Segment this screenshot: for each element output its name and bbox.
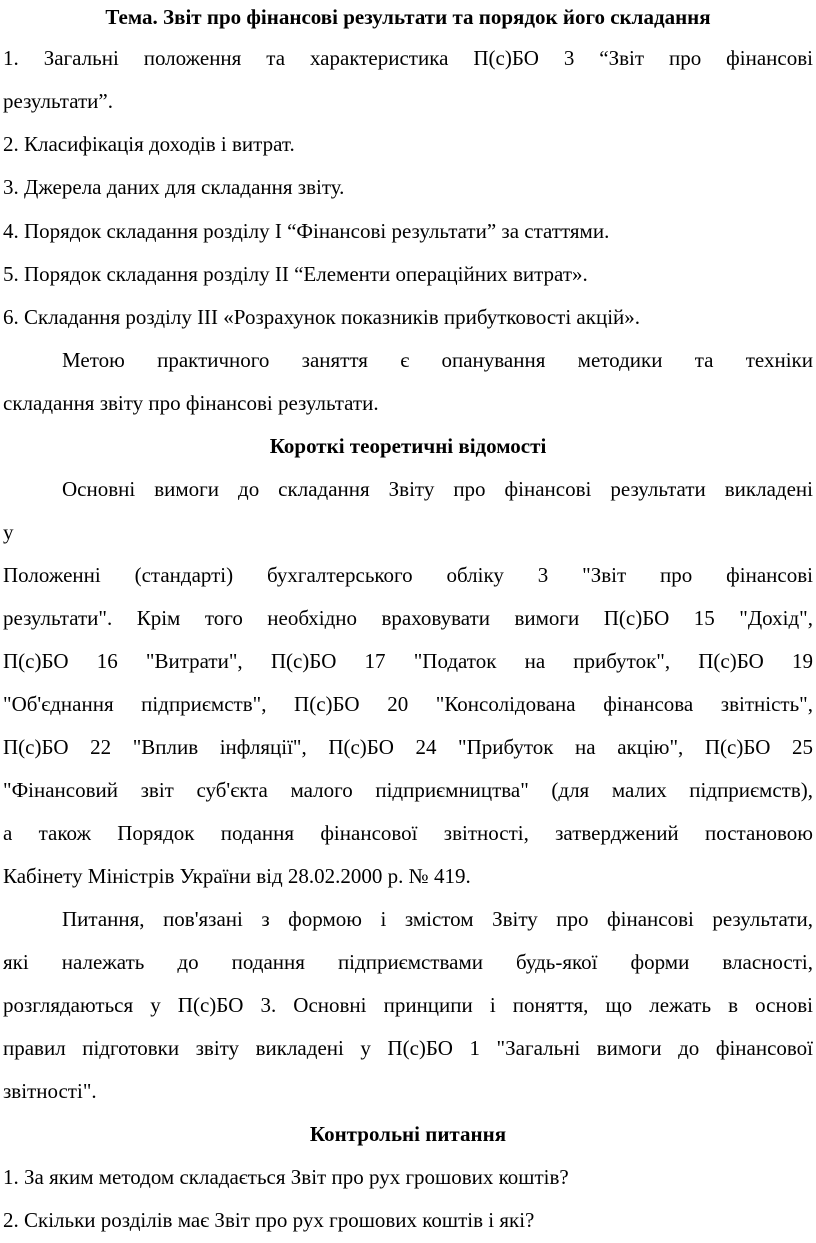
question-1: 1. За яким методом складається Звіт про рух грошових коштів? — [3, 1165, 569, 1189]
plan-item-2: 2. Класифікація доходів і витрат. — [3, 132, 295, 156]
theory-p1-line-2: у — [3, 520, 14, 544]
theory-p2-line-2: які належать до подання підприємствами будь-якої форми власності, — [3, 950, 813, 974]
theory-p1-line-4: результати". Крім того необхідно враховувати вимоги П(с)БО 15 "Дохід", — [3, 606, 813, 630]
theory-p1-line-10: Кабінету Міністрів України від 28.02.2000 р. № 419. — [3, 864, 471, 888]
theory-p1-line-5: П(с)БО 16 "Витрати", П(с)БО 17 "Податок на прибуток", П(с)БО 19 — [3, 649, 813, 673]
theory-p2-line-5: звітності". — [3, 1079, 97, 1103]
theory-p1-line-7: П(с)БО 22 "Вплив інфляції", П(с)БО 24 "Прибуток на акцію", П(с)БО 25 — [3, 735, 813, 759]
theory-p2-line-4: правил підготовки звіту викладені у П(с)БО 1 "Загальні вимоги до фінансової — [3, 1036, 813, 1060]
topic-text: . Звіт про фінансові результати та порядок його складання — [152, 5, 711, 29]
plan-item-1-line-1: 1. Загальні положення та характеристика П(с)БО 3 “Звіт про фінансові — [3, 46, 813, 70]
theory-p1-line-3: Положенні (стандарті) бухгалтерського обліку 3 "Звіт про фінансові — [3, 563, 813, 587]
plan-item-5: 5. Порядок складання розділу ІІ “Елементи операційних витрат». — [3, 262, 588, 286]
goal-line-2: складання звіту про фінансові результати. — [3, 391, 379, 415]
theory-p1-line-8: "Фінансовий звіт суб'єкта малого підприємництва" (для малих підприємств), — [3, 778, 813, 802]
theory-heading: Короткі теоретичні відомості — [269, 434, 547, 458]
topic-title — [3, 2, 813, 32]
goal-line-1: Метою практичного заняття є опанування методики та техніки — [62, 348, 813, 372]
question-2: 2. Скільки розділів має Звіт про рух грошових коштів і які? — [3, 1208, 535, 1232]
plan-item-4: 4. Порядок складання розділу І “Фінансові результати” за статтями. — [3, 219, 610, 243]
plan-item-3: 3. Джерела даних для складання звіту. — [3, 175, 345, 199]
theory-p1-line-1: Основні вимоги до складання Звіту про фінансові результати викладені — [62, 477, 813, 501]
plan-item-1-line-2: результати”. — [3, 89, 113, 113]
theory-p1-line-9: а також Порядок подання фінансової звітності, затверджений постановою — [3, 821, 813, 845]
theory-p1-line-6: "Об'єднання підприємств", П(с)БО 20 "Консолідована фінансова звітність", — [3, 692, 813, 716]
plan-item-6: 6. Складання розділу ІІІ «Розрахунок показників прибутковості акцій». — [3, 305, 641, 329]
theory-p2-line-3: розглядаються у П(с)БО 3. Основні принципи і поняття, що лежать в основі — [3, 993, 813, 1017]
questions-heading: Контрольні питання — [309, 1122, 507, 1146]
topic-label: Тема — [105, 5, 153, 29]
theory-p2-line-1: Питання, пов'язані з формою і змістом Звіту про фінансові результати, — [62, 907, 813, 931]
